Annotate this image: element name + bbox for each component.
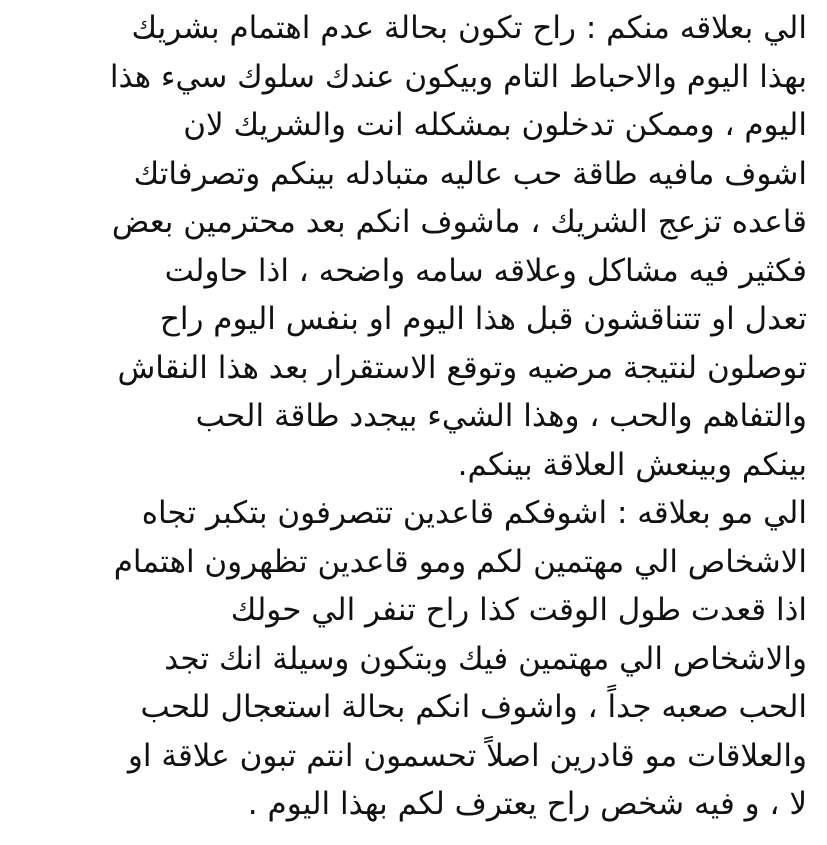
text-line: والاشخاص الي مهتمين فيك وبتكون وسيلة انك تجد (164, 640, 807, 677)
text-line: تعدل او تتناقشون قبل هذا اليوم او بنفس اليوم راح (159, 301, 807, 337)
text-line: بينكم وبينعش العلاقة بينكم. (457, 446, 807, 483)
text-line: لا ، و فيه شخص راح يعترف لكم بهذا اليوم . (247, 786, 807, 822)
text-line: توصلون لنتيجة مرضيه وتوقع الاستقرار بعد هذا النقاش (117, 349, 807, 386)
text-line: اشوف مافيه طاقة حب عاليه متبادله بينكم وتصرفاتك (133, 155, 807, 192)
text-line: الحب صعبه جداً ، واشوف انكم بحالة استعجال للحب (140, 689, 807, 725)
text-line: فكثير فيه مشاكل وعلاقه سامه واضحه ، اذا حاولت (164, 252, 807, 289)
text-line: الي بعلاقه منكم : راح تكون بحالة عدم اهتمام بشريك (131, 10, 807, 46)
text-line: اذا قعدت طول الوقت كذا راح تنفر الي حولك (230, 592, 807, 628)
text-line: قاعده تزعج الشريك ، ماشوف انكم بعد محترمين بعض (111, 204, 807, 240)
text-line: الي مو بعلاقه : اشوفكم قاعدين تتصرفون بتكبر تجاه (141, 495, 807, 531)
text-line: اليوم ، وممكن تدخلون بمشكله انت والشريك لان (183, 107, 807, 143)
text-line: والتفاهم والحب ، وهذا الشيء بيجدد طاقة الحب (195, 398, 807, 434)
text-line: الاشخاص الي مهتمين لكم ومو قاعدين تظهرون اهتمام (113, 543, 807, 580)
text-line: والعلاقات مو قادرين اصلاً تحسمون انتم تبون علاقة او (127, 737, 807, 774)
paragraph-in-relationship (40, 4, 807, 489)
text-line: بهذا اليوم والاحباط التام وبيكون عندك سلوك سيء هذا (109, 58, 807, 95)
paragraph-not-in-relationship (40, 489, 807, 829)
